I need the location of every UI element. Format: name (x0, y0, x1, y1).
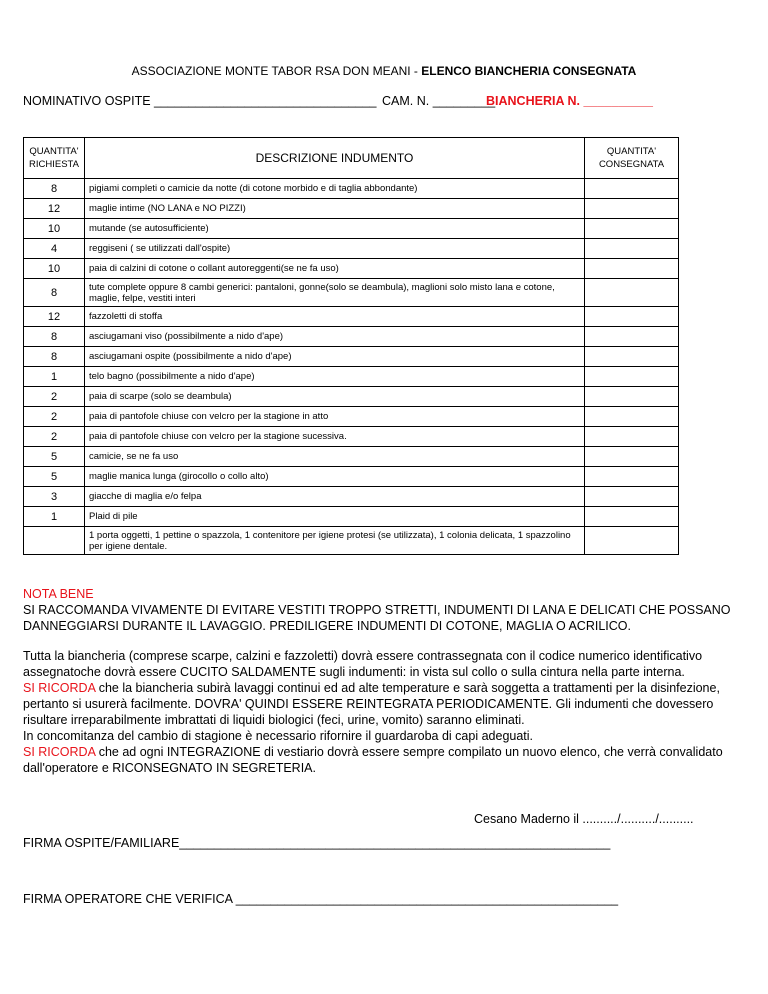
requested-qty-cell: 10 (24, 219, 85, 239)
description-cell: paia di pantofole chiuse con velcro per la stagione sucessiva. (85, 427, 585, 447)
requested-qty-cell: 1 (24, 507, 85, 527)
requested-qty-cell: 5 (24, 447, 85, 467)
instructions-section (23, 648, 743, 776)
requested-qty-cell: 2 (24, 427, 85, 447)
instruction-line-2: assegnatoche dovrà essere CUCITO SALDAMENTE sugli indumenti: in vista sul collo o sulla cintura nella parte interna. (23, 665, 685, 679)
delivered-qty-cell[interactable] (585, 279, 679, 307)
operator-signature-field[interactable]: FIRMA OPERATORE CHE VERIFICA _______________________________________________________ (23, 892, 619, 906)
table-row (24, 487, 679, 507)
col-delivered-header: QUANTITA' CONSEGNATA (585, 138, 679, 179)
table-row (24, 199, 679, 219)
requested-qty-cell: 3 (24, 487, 85, 507)
description-cell: paia di scarpe (solo se deambula) (85, 387, 585, 407)
requested-qty-cell: 8 (24, 327, 85, 347)
requested-qty-cell: 8 (24, 279, 85, 307)
linen-number-field[interactable]: BIANCHERIA N. __________ (486, 94, 653, 108)
description-cell: telo bagno (possibilmente a nido d'ape) (85, 367, 585, 387)
delivered-qty-cell[interactable] (585, 427, 679, 447)
description-cell: paia di calzini di cotone o collant autoreggenti(se ne fa uso) (85, 259, 585, 279)
si-ricorda-label-2: SI RICORDA (23, 745, 96, 759)
table-row (24, 407, 679, 427)
reminder-text-1: che la biancheria subirà lavaggi continui ed ad alte temperature e sarà soggetta a trattamenti per la disinfezione, pertanto si usurerà facilmente. DOVRA' QUINDI ESSERE REINTEGRATA PERIODICAMENTE. Gli indumenti che dovessero risultare irreparabilmente imbrattati di liquidi biologici (feci, urine, vomito) saranno eliminati. (23, 681, 720, 727)
description-cell: reggiseni ( se utilizzati dall'ospite) (85, 239, 585, 259)
table-row (24, 179, 679, 199)
requested-qty-cell: 4 (24, 239, 85, 259)
linen-table (23, 137, 679, 555)
requested-qty-cell: 2 (24, 387, 85, 407)
delivered-qty-cell[interactable] (585, 367, 679, 387)
place-date-field[interactable]: Cesano Maderno il ........../........../.......... (474, 812, 694, 826)
si-ricorda-label: SI RICORDA (23, 681, 96, 695)
col-description-header: DESCRIZIONE INDUMENTO (85, 138, 585, 179)
title-bold: ELENCO BIANCHERIA CONSEGNATA (421, 64, 637, 78)
delivered-qty-cell[interactable] (585, 239, 679, 259)
table-row (24, 507, 679, 527)
description-cell: paia di pantofole chiuse con velcro per la stagione in atto (85, 407, 585, 427)
requested-qty-cell: 8 (24, 179, 85, 199)
table-row (24, 347, 679, 367)
delivered-qty-cell[interactable] (585, 407, 679, 427)
description-cell: maglie intime (NO LANA e NO PIZZI) (85, 199, 585, 219)
col-requested-header: QUANTITA' RICHIESTA (24, 138, 85, 179)
requested-qty-cell: 8 (24, 347, 85, 367)
title-prefix: ASSOCIAZIONE MONTE TABOR RSA DON MEANI - (131, 64, 422, 78)
season-change-text: In concomitanza del cambio di stagione è necessario rifornire il guardaroba di capi adeguati. (23, 729, 534, 743)
description-cell: fazzoletti di stoffa (85, 307, 585, 327)
table-row (24, 219, 679, 239)
description-cell: asciugamani ospite (possibilmente a nido d'ape) (85, 347, 585, 367)
description-cell: mutande (se autosufficiente) (85, 219, 585, 239)
delivered-qty-cell[interactable] (585, 387, 679, 407)
delivered-qty-cell[interactable] (585, 507, 679, 527)
delivered-qty-cell[interactable] (585, 487, 679, 507)
requested-qty-cell: 5 (24, 467, 85, 487)
guest-name-field[interactable]: NOMINATIVO OSPITE ________________________________ (23, 94, 377, 108)
delivered-qty-cell[interactable] (585, 447, 679, 467)
description-cell: giacche di maglia e/o felpa (85, 487, 585, 507)
requested-qty-cell: 1 (24, 367, 85, 387)
description-cell: 1 porta oggetti, 1 pettine o spazzola, 1 contenitore per igiene protesi (se utilizzata), 1 colonia delicata, 1 spazzolino per igiene dentale. (85, 527, 585, 555)
nota-bene-text: SI RACCOMANDA VIVAMENTE DI EVITARE VESTITI TROPPO STRETTI, INDUMENTI DI LANA E DELICATI CHE POSSANO DANNEGGIARSI DURANTE IL LAVAGGIO. PREDILIGERE INDUMENTI DI COTONE, MAGLIA O ACRILICO. (23, 603, 731, 633)
table-row (24, 367, 679, 387)
nota-bene-section (23, 586, 743, 634)
delivered-qty-cell[interactable] (585, 219, 679, 239)
table-row (24, 467, 679, 487)
table-row (24, 239, 679, 259)
table-row (24, 259, 679, 279)
delivered-qty-cell[interactable] (585, 467, 679, 487)
delivered-qty-cell[interactable] (585, 527, 679, 555)
table-row (24, 307, 679, 327)
reminder-text-2: che ad ogni INTEGRAZIONE di vestiario dovrà essere sempre compilato un nuovo elenco, che verrà convalidato dall'operatore e RICONSEGNATO IN SEGRETERIA. (23, 745, 723, 775)
table-row (24, 447, 679, 467)
requested-qty-cell: 10 (24, 259, 85, 279)
description-cell: maglie manica lunga (girocollo o collo alto) (85, 467, 585, 487)
requested-qty-cell: 12 (24, 307, 85, 327)
delivered-qty-cell[interactable] (585, 327, 679, 347)
table-row (24, 387, 679, 407)
delivered-qty-cell[interactable] (585, 347, 679, 367)
table-header-row (24, 138, 679, 179)
description-cell: asciugamani viso (possibilmente a nido d'ape) (85, 327, 585, 347)
table-row (24, 279, 679, 307)
guest-signature-field[interactable]: FIRMA OSPITE/FAMILIARE______________________________________________________________ (23, 836, 611, 850)
description-cell: pigiami completi o camicie da notte (di cotone morbido e di taglia abbondante) (85, 179, 585, 199)
requested-qty-cell: 2 (24, 407, 85, 427)
delivered-qty-cell[interactable] (585, 199, 679, 219)
reminder-paragraph-1 (23, 680, 743, 728)
instruction-line-1: Tutta la biancheria (comprese scarpe, calzini e fazzoletti) dovrà essere contrassegnata con il codice numerico identificativo (23, 649, 703, 663)
nota-bene-heading: NOTA BENE (23, 587, 94, 601)
description-cell: tute complete oppure 8 cambi generici: pantaloni, gonne(solo se deambula), maglioni solo misto lana e cotone, maglie, felpe, vestiti interi (85, 279, 585, 307)
room-number-field[interactable]: CAM. N. _________ (382, 94, 496, 108)
requested-qty-cell (24, 527, 85, 555)
reminder-paragraph-2 (23, 744, 743, 776)
description-cell: camicie, se ne fa uso (85, 447, 585, 467)
delivered-qty-cell[interactable] (585, 307, 679, 327)
table-row (24, 327, 679, 347)
requested-qty-cell: 12 (24, 199, 85, 219)
page-title (0, 64, 768, 78)
description-cell: Plaid di pile (85, 507, 585, 527)
table-row (24, 427, 679, 447)
table-row (24, 527, 679, 555)
delivered-qty-cell[interactable] (585, 259, 679, 279)
delivered-qty-cell[interactable] (585, 179, 679, 199)
